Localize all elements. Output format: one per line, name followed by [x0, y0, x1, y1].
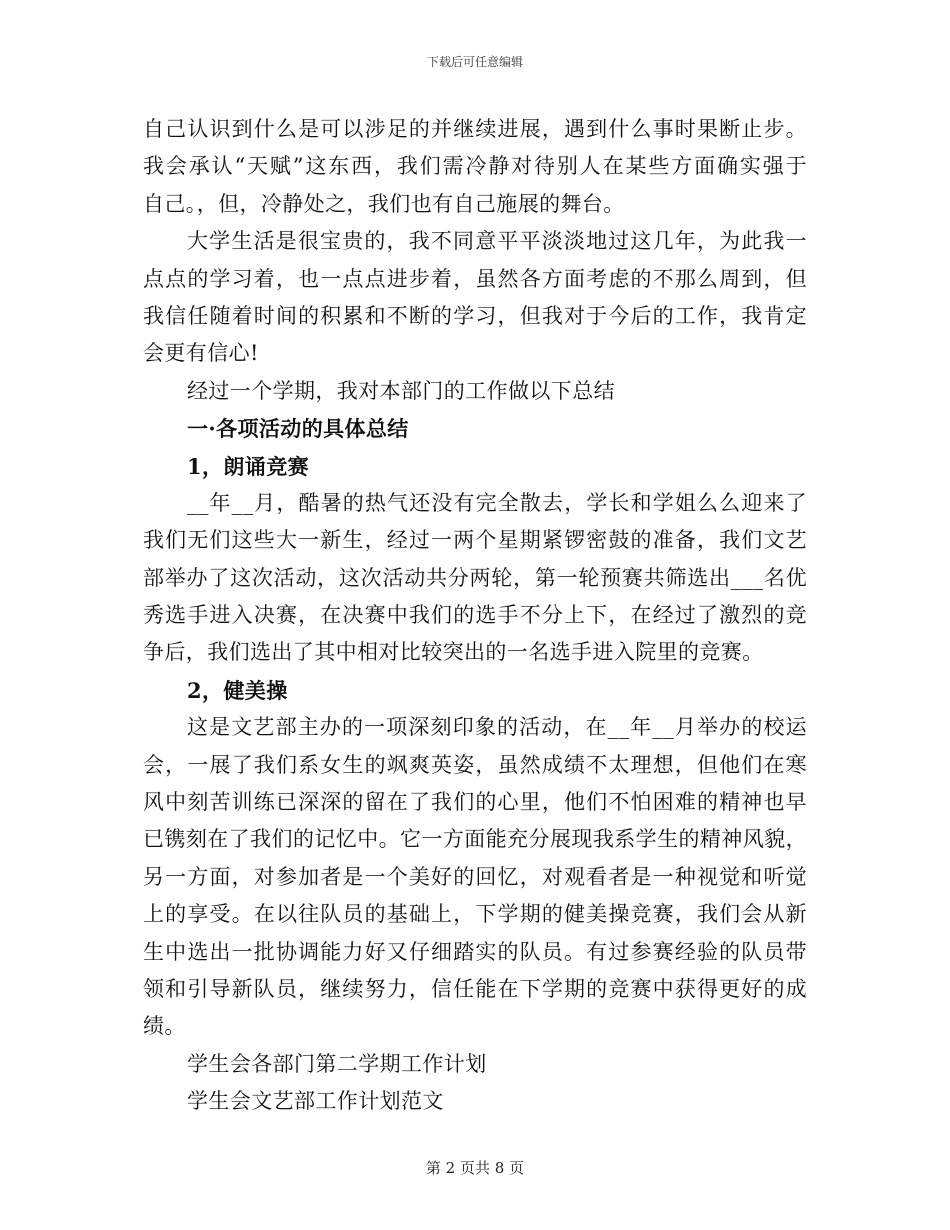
text-line: 生中选出一批协调能力好又仔细踏实的队员。有过参赛经验的队员带 — [143, 939, 807, 964]
text-line: 另一方面，对参加者是一个美好的回忆，对观看者是一种视觉和听觉 — [143, 864, 807, 889]
text-line: 自己认识到什么是可以涉足的并继续进展，遇到什么事时果断止步。 — [143, 117, 807, 141]
subsection-heading — [143, 448, 807, 485]
text-line: 学生会文艺部工作计划范文 — [187, 1089, 444, 1114]
text-line: 会，一展了我们系女生的飒爽英姿，虽然成绩不太理想，但他们在寒 — [143, 752, 807, 777]
paragraph — [143, 485, 807, 672]
page-header: 下载后可任意编辑 — [426, 55, 523, 69]
paragraph — [143, 1046, 807, 1083]
paragraph — [143, 111, 807, 223]
text-line: 绩。 — [143, 1014, 186, 1039]
text-line: 会更有信心! — [143, 341, 259, 366]
subsection-heading — [143, 672, 807, 709]
text-line: 这是文艺部主办的一项深刻印象的活动，在__年__月举办的校运 — [187, 715, 807, 740]
text-line: 点点的学习着，也一点点进步着，虽然各方面考虑的不那么周到，但 — [143, 266, 807, 291]
text-line: 争后，我们选出了其中相对比较突出的一名选手进入院里的竞赛。 — [143, 640, 764, 665]
section-heading — [143, 410, 807, 447]
paragraph — [143, 373, 807, 410]
paragraph — [143, 1083, 807, 1120]
text-line: 部举办了这次活动，这次活动共分两轮，第一轮预赛共筛选出___名优 — [143, 565, 807, 590]
text-line: __年__月，酷暑的热气还没有完全散去，学长和学姐么么迎来了 — [187, 490, 807, 515]
text-line: 我信任随着时间的积累和不断的学习，但我对于今后的工作，我肯定 — [143, 303, 807, 328]
heading-text: 1，朗诵竞赛 — [187, 453, 310, 479]
text-line: 已镌刻在了我们的记忆中。它一方面能充分展现我系学生的精神风貌， — [143, 827, 807, 852]
text-line: 我们无们这些大一新生，经过一两个星期紧锣密鼓的准备，我们文艺 — [143, 528, 807, 553]
heading-text: 一·各项活动的具体总结 — [187, 416, 409, 442]
text-line: 我会承认“天赋”这东西，我们需冷静对待别人在某些方面确实强于 — [143, 154, 807, 179]
text-line: 大学生活是很宝贵的，我不同意平平淡淡地过这几年，为此我一 — [187, 229, 807, 254]
heading-text: 2，健美操 — [187, 677, 288, 703]
paragraph — [143, 223, 807, 373]
text-line: 自己。，但，冷静处之，我们也有自己施展的舞台。 — [143, 191, 625, 216]
page-footer: 第 2 页共 8 页 — [425, 1159, 525, 1177]
text-line: 经过一个学期，我对本部门的工作做以下总结 — [187, 378, 615, 403]
text-line: 学生会各部门第二学期工作计划 — [187, 1051, 487, 1076]
text-line: 领和引导新队员，继续努力，信任能在下学期的竞赛中获得更好的成 — [143, 976, 807, 1001]
document-body — [143, 111, 807, 1121]
text-line: 上的享受。在以往队员的基础上，下学期的健美操竞赛，我们会从新 — [143, 902, 807, 927]
paragraph — [143, 709, 807, 1046]
text-line: 秀选手进入决赛，在决赛中我们的选手不分上下，在经过了激烈的竞 — [143, 603, 807, 628]
text-line: 风中刻苦训练已深深的留在了我们的心里，他们不怕困难的精神也早 — [143, 790, 807, 815]
